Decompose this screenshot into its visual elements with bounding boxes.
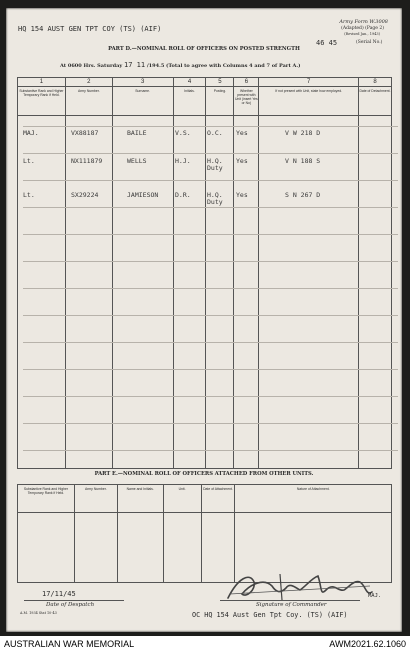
print-note: A.M. 1934 Stat 10-43 <box>20 611 57 615</box>
body-col-4 <box>163 513 201 583</box>
time-prefix: At 0600 Hrs. Saturday <box>60 63 123 69</box>
col-header-unit: Unit. <box>163 485 201 513</box>
rank-cell: MAJ. <box>23 129 39 137</box>
initials-cell: H.J. <box>175 157 191 165</box>
ruled-line <box>23 450 398 451</box>
employed-cell: V N 188 S <box>285 157 321 165</box>
column-header-row <box>18 485 392 513</box>
surname-cell: JAMIESON <box>127 191 159 199</box>
caption-left: AUSTRALIAN WAR MEMORIAL <box>4 639 135 649</box>
form-revised: (Revised Jan., 1943) <box>344 32 380 36</box>
body-col-4 <box>173 115 206 468</box>
commander-signature <box>220 568 380 604</box>
col-number: 4 <box>173 78 206 87</box>
col-header-army-number: Army Number. <box>65 87 112 115</box>
caption-right: AWM2021.62.1060 <box>329 639 406 649</box>
commander-rank: MAJ. <box>368 593 382 599</box>
serial-number: 46 45 <box>316 39 338 47</box>
ruled-line <box>23 126 398 127</box>
ruled-line <box>23 207 398 208</box>
ruled-line <box>23 180 398 181</box>
part-e-title: PART E.—NOMINAL ROLL OF OFFICERS ATTACHED FROM OTHER UNITS. <box>94 471 314 477</box>
surname-cell: BAILE <box>127 129 147 137</box>
col-header-posting: Posting. <box>206 87 234 115</box>
col-header-attachment-nature: Nature of Attachment. <box>235 485 392 513</box>
employed-cell: V W 218 D <box>285 129 321 137</box>
body-col-1 <box>18 115 66 468</box>
col-header-detachment-date: Date of Detachment. <box>359 87 392 115</box>
initials-cell: V.S. <box>175 129 191 137</box>
ruled-line <box>23 315 398 316</box>
col-header-employed: If not present with Unit, state how employed. <box>259 87 359 115</box>
ruled-line <box>23 261 398 262</box>
ruled-line <box>23 369 398 370</box>
body-col-2 <box>74 513 117 583</box>
column-header-row <box>18 87 392 115</box>
signature-label: Signature of Commander <box>256 602 327 608</box>
roll-year: /194.5 <box>146 63 165 69</box>
present-cell: Yes <box>236 191 248 199</box>
col-header-surname: Surname. <box>112 87 173 115</box>
col-header-present: Whether present with Unit (insert Yes or No) <box>234 87 259 115</box>
col-number: 6 <box>234 78 259 87</box>
col-number: 2 <box>65 78 112 87</box>
col-header-attachment-date: Date of Attachment. <box>201 485 235 513</box>
despatch-line <box>24 600 124 601</box>
form-name: Army Form W.3008 <box>339 19 388 25</box>
col-number: 3 <box>112 78 173 87</box>
employed-cell: S N 267 D <box>285 191 321 199</box>
army-number-cell: NX111879 <box>71 157 103 165</box>
unit-heading: HQ 154 AUST GEN TPT COY (TS) (AIF) <box>18 25 162 33</box>
body-col-6 <box>234 115 259 468</box>
initials-cell: D.R. <box>175 191 191 199</box>
col-header-rank: Substantive Rank and Higher Temporary Rank if Held. <box>18 87 66 115</box>
ruled-line <box>23 153 398 154</box>
commander-unit: OC HQ 154 Aust Gen Tpt Coy. (TS) (AIF) <box>192 611 348 619</box>
body-col-3 <box>117 513 163 583</box>
rank-cell: Lt. <box>23 157 35 165</box>
document-page <box>6 8 402 632</box>
rank-cell: Lt. <box>23 191 35 199</box>
col-number: 7 <box>259 78 359 87</box>
col-header-initials: Initials. <box>173 87 206 115</box>
ruled-line <box>23 423 398 424</box>
present-cell: Yes <box>236 157 248 165</box>
column-number-row <box>18 78 392 87</box>
body-col-2 <box>65 115 112 468</box>
caption-bar <box>0 636 410 653</box>
col-number: 1 <box>18 78 66 87</box>
posting-cell: O.C. <box>207 129 223 137</box>
serial-label: (Serial No.) <box>356 40 383 45</box>
col-header-army-number: Army Number. <box>74 485 117 513</box>
posting-cell: H.Q. Duty <box>207 157 223 172</box>
ruled-line <box>23 288 398 289</box>
ruled-line <box>23 234 398 235</box>
body-col-7 <box>259 115 359 468</box>
part-d-time-line <box>60 61 300 69</box>
posting-cell: H.Q. Duty <box>207 191 223 206</box>
despatch-label: Date of Despatch <box>46 602 95 608</box>
col-header-name: Name and Initials. <box>117 485 163 513</box>
roll-date: 17 11 <box>123 61 146 69</box>
part-d-title: PART D.—NOMINAL ROLL OF OFFICERS ON POSTED STRENGTH <box>108 46 300 52</box>
army-number-cell: SX29224 <box>71 191 99 199</box>
army-number-cell: VX88187 <box>71 129 99 137</box>
col-number: 5 <box>206 78 234 87</box>
body-col-1 <box>18 513 75 583</box>
col-number: 8 <box>359 78 392 87</box>
despatch-date: 17/11/45 <box>42 590 76 598</box>
ruled-line <box>23 342 398 343</box>
time-suffix: (Total to agree with Columns 4 and 7 of Part A.) <box>166 63 301 69</box>
body-col-8 <box>359 115 392 468</box>
form-adapted: (Adapted) (Page 2) <box>341 26 384 31</box>
surname-cell: WELLS <box>127 157 147 165</box>
body-col-3 <box>112 115 173 468</box>
ruled-line <box>23 396 398 397</box>
present-cell: Yes <box>236 129 248 137</box>
col-header-rank: Substantive Rank and Higher Temporary Rank if Held. <box>18 485 75 513</box>
signature-line <box>220 600 360 601</box>
